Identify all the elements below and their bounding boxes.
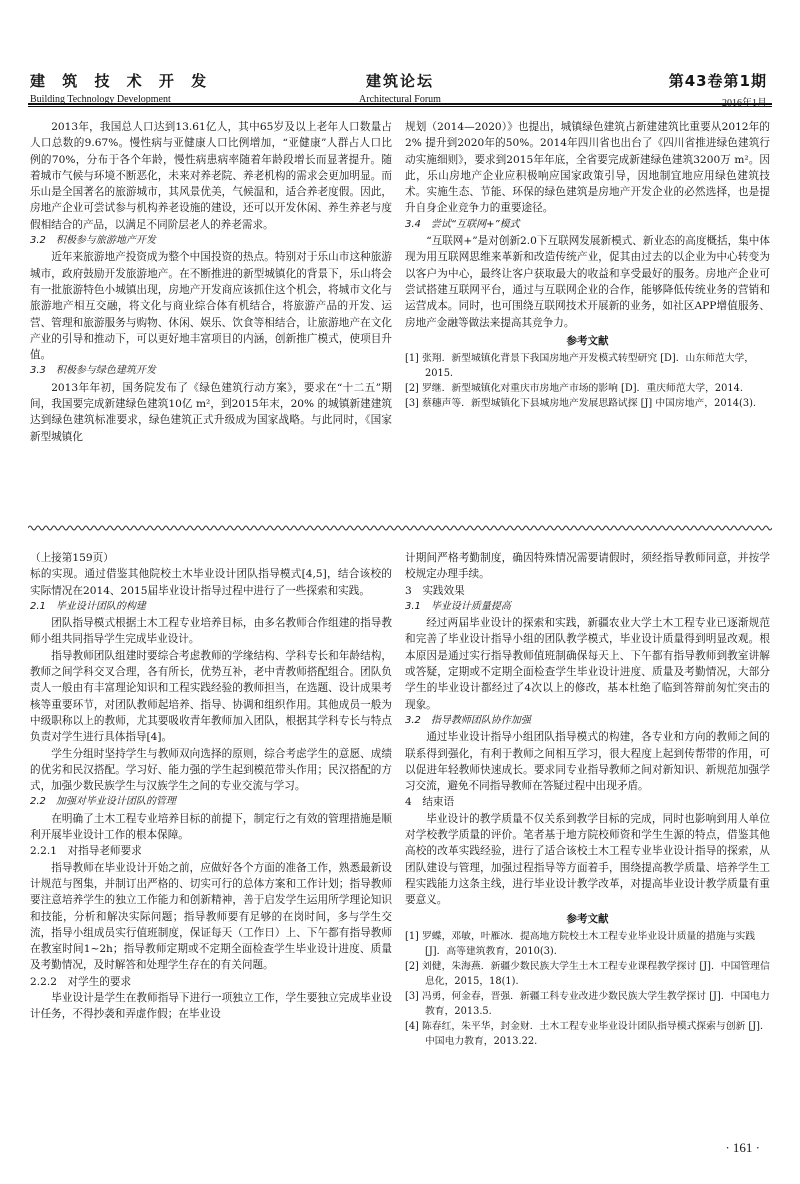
paragraph: “互联网+”是对创新2.0下互联网发展新模式、新业态的高度概括，集中体现为用互联网思维来革新和改造传统产业，促其由过去的以企业为中心转变为以客户为中心，最终让客户获取最大的收益和享受最好的服务。房地产企业可尝试搭建互联网平台，通过与互联网企业的合作，能够降低传统业务的营销和运营成本。同时，也可围绕互联网技术开展新的业务，如社区APP增值服务、房地产金融等做法来提高其竞争力。 [405,235,770,329]
text-line: 4 结束语 [405,796,455,809]
paragraph: 团队指导模式根据土木工程专业培养目标，由多名教师合作组建的指导教师小组共同指导学生完成毕业设计。 [30,617,392,646]
bottom-article-right-column [405,550,770,1049]
paragraph: 2013年，我国总人口达到13.61亿人，其中65岁及以上老年人口数量占人口总数的9.67%。慢性病与亚健康人口比例增加，“亚健康”人群占人口比例的70%，分布于各个年龄，慢性病患病率随着年龄段增长而显著提升。随着城市气候与环境不断恶化，未来对养老院、养老机构的需求会更加明显。而乐山是全国著名的旅游城市，其风景优美，气候温和，适合养老度假。因此，房地产企业可尝试参与机构养老设施的建设，还可以开发休闲、养生养老与度假相结合的产品，以满足不同阶层老人的养老需求。 [30,121,392,231]
reference-entry: [1] 罗蝶，邓敏，叶雁冰．提高地方院校土木工程专业毕业设计质量的措施与实践 [J]．高等建筑教育，2010(3). [405,930,756,957]
text-line: 2.2.2 对学生的要求 [30,975,132,988]
subsection-heading: 3.2 积极参与旅游地产开发 [30,235,156,247]
subsection-heading: 3.3 积极参与绿色建筑开发 [30,365,156,377]
text-line: 规划（2014—2020）》也提出，城镇绿色建筑占新建建筑比重要从2012年的2% 提升到2020年的50%。2014年四川省也出台了《四川省推进绿色建筑行动实施细则》，要求到2015年年底，全省要完成新建绿色建筑3200万 m²。因此，乐山房地产企业应积极响应国家政策引导，因地制宜地应用绿色建筑技术。实施生态、节能、环保的绿色建筑是房地产开发企业的必然选择，也是提升自身企业竞争力的重要途径。 [405,121,770,215]
issue-date: 2016年1月 [722,98,767,109]
issue-volume: 第43卷第1期 [668,72,767,90]
subsection-heading: 3.4 尝试“互联网+”模式 [405,218,520,230]
article-separator-wave [28,524,772,532]
reference-entry: [2] 刘健，朱海燕．新疆少数民族大学生土木工程专业课程教学探讨 [J]．中国管理信息化，2015，18(1). [405,960,770,987]
section-name-en: Architectural Forum [359,94,441,105]
paragraph: 指导教师在毕业设计开始之前，应做好各个方面的准备工作，熟悉最新设计规范与图集，并制订出严格的、切实可行的总体方案和工作计划；指导教师要注意培养学生的独立工作能力和创新精神，善于启发学生运用所学理论知识和技能，分析和解决实际问题；指导教师要有足够的在岗时间，多与学生交流，指导小组成员实行值班制度，保证每天（工作日）上、下午都有指导教师在教室时间1~2h；指导教师定期或不定期全面检查学生毕业设计进度、质量及考勤情况，及时解答和处理学生存在的有关问题。 [30,861,392,972]
subsection-heading: 3.2 指导教师团队协作加强 [405,714,531,726]
paragraph: 经过两届毕业设计的探索和实践，新疆农业大学土木工程专业已逐渐规范和完善了毕业设计指导小组的团队教学模式，毕业设计质量得到明显改观。根本原因是通过实行指导教师值班制确保每天上、下午都有指导教师到教室讲解或答疑，定期或不定期全面检查学生毕业设计进度、质量及考勤情况，大部分学生的毕业设计都经过了4次以上的修改，基本杜绝了临到答辩前匆忙突击的现象。 [405,617,770,711]
paragraph: 近年来旅游地产投资成为整个中国投资的热点。特别对于乐山市这种旅游城市，政府鼓励开发旅游地产。在不断推进的新型城镇化的背景下，乐山将会有一批旅游特色小城镇出现，房地产开发商应该抓住这个机会，将城市文化与旅游地产相互交融，将文化与商业综合体有机结合，将旅游产品的开发、运营、管理和旅游服务与购物、休闲、娱乐、饮食等相结合，让旅游地产在文化产业的引导和推动下，可以更好地丰富项目的内涵，创新推广模式，使项目升值。 [30,251,392,362]
subsection-heading: 2.1 毕业设计团队的构建 [30,600,146,612]
page-number: · 161 · [725,1140,760,1155]
paragraph: 指导教师团队组建时要综合考虑教师的学缘结构、学科专长和年龄结构，教师之间学科交叉合理，各有所长，优势互补，老中青教师搭配组合。团队负责人一般由有丰富理论知识和工程实践经验的教师担当，在选题、设计成果考核等重要环节，对团队教师起培养、指导、协调和组织作用。其他成员一般为中级职称以上的教师，尤其要吸收青年教师加入团队，根据其学科专长与特点负责对学生进行具体指导[4]。 [30,649,392,744]
header-rule-thin [28,106,772,107]
section-name-cn: 建筑论坛 [365,72,434,90]
reference-entry: [3] 蔡穗声等．新型城镇化下县城房地产发展思路试探 [J] 中国房地产，2014(3). [405,398,757,410]
journal-name-cn: 建 筑 技 术 开 发 [30,72,213,90]
text-line: （上接第159页） [30,552,114,564]
subsection-heading: 2.2 加强对毕业设计团队的管理 [30,796,176,808]
reference-entry: [1] 张翔．新型城镇化背景下我国房地产开发模式转型研究 [D]．山东师范大学，2015. [405,353,755,380]
subsection-heading: 3.1 毕业设计质量提高 [405,600,511,612]
bottom-article-left-column [30,550,392,1023]
reference-entry: [3] 冯勇，何金春，晋强．新疆工科专业改进少数民族大学生教学探讨 [J]．中国电力教育，2013.5. [405,990,770,1017]
top-article-left-column [30,119,392,445]
reference-entry: [4] 陈春红，朱平华，封金财．土木工程专业毕业设计团队指导模式探索与创新 [J]．中国电力教育，2013.22. [405,1020,770,1047]
paragraph: 通过毕业设计指导小组团队指导模式的构建，各专业和方向的教师之间的联系得到强化，有利于教师之间相互学习，很大程度上起到传帮带的作用，可以促进年轻教师快速成长。要求同专业指导教师之间对新知识、新规范加强学习交流，避免不同指导教师在答疑过程中出现矛盾。 [405,731,770,793]
top-article-right-column [405,119,770,411]
references-heading: 参考文献 [566,334,609,347]
text-line: 标的实现。通过借鉴其他院校土木毕业设计团队指导模式[4,5]，结合该校的实际情况在2014、2015届毕业设计指导过程中进行了一些探索和实践。 [30,568,392,597]
text-line: 3 实践效果 [405,584,465,597]
paragraph: 2013年年初，国务院发布了《绿色建筑行动方案》，要求在“十二五”期间，我国要完成新建绿色建筑10亿 m²，到2015年末，20% 的城镇新建建筑达到绿色建筑标准要求，绿色建筑正式升级成为国家战略。与此同时，《国家新型城镇化 [30,381,392,443]
journal-name-en: Building Technology Development [30,94,171,105]
paragraph: 学生分组时坚持学生与教师双向选择的原则，综合考虑学生的意愿、成绩的优劣和民汉搭配。学习好、能力强的学生起到模范带头作用；民汉搭配的方式，加强少数民族学生与汉族学生之间的专业交流与学习。 [30,747,392,793]
paragraph: 在明确了土木工程专业培养目标的前提下，制定行之有效的管理措施是顺利开展毕业设计工作的根本保障。 [30,812,392,842]
header-rule-thick [28,103,772,105]
paragraph: 毕业设计的教学质量不仅关系到教学目标的完成，同时也影响到用人单位对学校教学质量的评价。笔者基于地方院校师资和学生生源的特点，借鉴其他高校的改革实践经验，进行了适合该校土木工程专业毕业设计指导的探索，从团队建设与管理，加强过程指导等方面着手，围绕提高教学质量、培养学生工程实践能力这条主线，进行毕业设计教学改革，对提高毕业设计教学质量有重要意义。 [405,812,770,907]
references-heading: 参考文献 [566,912,609,925]
paragraph: 毕业设计是学生在教师指导下进行一项独立工作，学生要独立完成毕业设计任务，不得抄袭和弄虚作假；在毕业设 [30,992,392,1021]
reference-entry: [2] 罗继．新型城镇化对重庆市房地产市场的影响 [D]．重庆师范大学，2014. [405,383,743,395]
text-line: 计期间严格考勤制度，确因特殊情况需要请假时，须经指导教师同意，并按学校规定办理手续。 [405,552,770,581]
text-line: 2.2.1 对指导老师要求 [30,845,142,858]
